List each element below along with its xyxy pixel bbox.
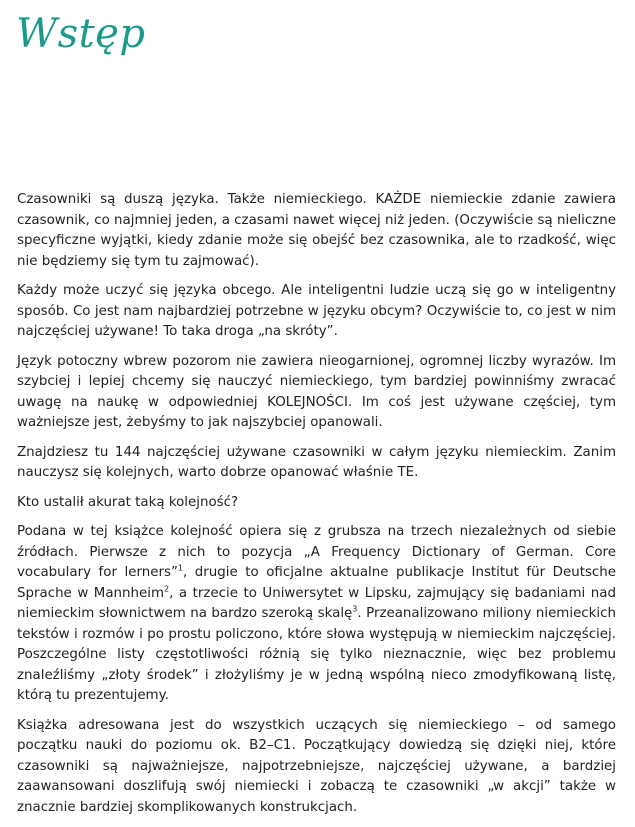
paragraph-4: Znajdziesz tu 144 najczęściej używane czasowniki w całym języku niemieckim. Zanim nauczysz się kolejnych, warto dobrze opanować właśnie TE. (17, 444, 616, 480)
paragraph-6-part-1: Podana w tej książce kolejność opiera się z grubsza na trzech niezależnych od siebie źródłach. Pierwsze z nich to pozycja „A Frequency Dictionary of German. Core vocabulary for lerners” (17, 524, 616, 580)
paragraph-6-part-3: , a trzecie to Uniwersytet w Lipsku, zajmujący się badaniami nad niemieckim słownictwem na bardzo szeroką skalę (17, 585, 616, 621)
paragraph-3: Język potoczny wbrew pozorom nie zawiera nieogarnionej, ogromnej liczby wyrazów. Im szybciej i lepiej chcemy się nauczyć niemieckiego, tym bardziej powinniśmy zwracać uwagę na naukę w odpowiedniej KOLEJNOŚCI. Im coś jest używane częściej, tym ważniejsze jest, żebyśmy to jak najszybciej opanowali. (17, 353, 616, 430)
body-text (17, 190, 616, 827)
paragraph-6-part-2: , drugie to oficjalne aktualne publikacje Institut für Deutsche Sprache w Mannheim (17, 565, 617, 601)
paragraph-6 (17, 522, 616, 707)
paragraph-5: Kto ustalił akurat taką kolejność? (17, 494, 239, 510)
paragraph-7: Książka adresowana jest do wszystkich uczących się niemieckiego – od samego początku nauki do poziomu ok. B2–C1. Początkujący dowiedzą się dzięki niej, które czasowniki są najważniejsze, najpotrzebniejsze, najczęściej używane, a bardziej zaawansowani doszlifują swój niemiecki i zobaczą te czasowniki „w akcji” także w znacznie bardziej skomplikowanych konstrukcjach. (17, 717, 616, 815)
paragraph-2: Każdy może uczyć się języka obcego. Ale inteligentni ludzie uczą się go w inteligentny sposób. Co jest nam najbardziej potrzebne w języku obcym? Oczywiście to, co jest w nim najczęściej używane! To taka droga „na skróty”. (17, 283, 616, 339)
page-title: Wstęp (16, 11, 146, 57)
footnote-ref-3: 3 (352, 604, 358, 614)
paragraph-1: Czasowniki są duszą języka. Także niemieckiego. KAŻDE niemieckie zdanie zawiera czasownik, co najmniej jeden, a czasami nawet więcej niż jeden. (Oczywiście są nieliczne specyficzne wyjątki, kiedy zdanie może się obejść bez czasownika, ale to rzadkość, więc nie będziemy się tym tu zajmować). (17, 192, 616, 269)
paragraph-6-part-4: . Przeanalizowano miliony niemieckich tekstów i rozmów i po prostu policzono, które słowa występują w niemieckim najczęściej. Poszczególne listy częstotliwości różnią się tylko nieznacznie, więc bez problemu znaleźliśmy „złoty środek” i złożyliśmy je w jedną wspólną nieco zmodyfikowaną listę, którą tu prezentujemy. (17, 606, 616, 703)
footnote-ref-1: 1 (177, 563, 183, 573)
footnote-ref-2: 2 (164, 584, 170, 594)
